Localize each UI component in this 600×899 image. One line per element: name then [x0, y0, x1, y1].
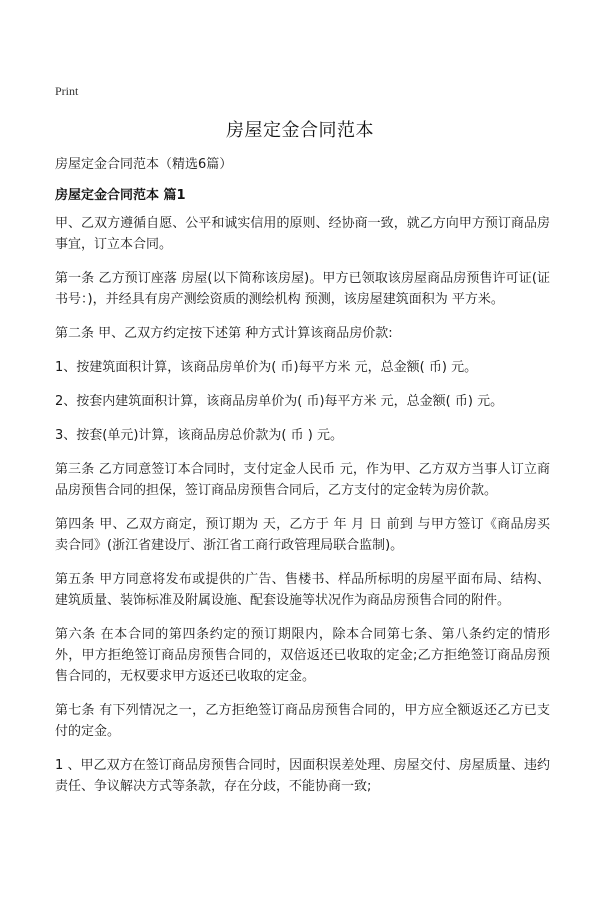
document-subtitle: 房屋定金合同范本（精选6篇） — [55, 157, 233, 172]
paragraph-article-6: 第六条 在本合同的第四条约定的预订期限内，除本合同第七条、第八条约定的情形外，甲方拒绝签订商品房预售合同的，双倍返还已收取的定金;乙方拒绝签订商品房预售合同的，无权要求甲方返还已收取的定金。 — [55, 627, 550, 684]
paragraph-article-5: 第五条 甲方同意将发布或提供的广告、售楼书、样品所标明的房屋平面布局、结构、建筑质量、装饰标准及附属设施、配套设施等状况作为商品房预售合同的附件。 — [55, 572, 550, 608]
print-link[interactable]: Print — [55, 84, 79, 98]
paragraph-article-7: 第七条 有下列情况之一，乙方拒绝签订商品房预售合同的，甲方应全额返还乙方已支付的定金。 — [55, 703, 550, 739]
paragraph-article-1: 第一条 乙方预订座落 房屋(以下简称该房屋)。甲方已领取该房屋商品房预售许可证(证书号：)，并经具有房产测绘资质的测绘机构 预测，该房屋建筑面积为 平方米。 — [55, 271, 550, 307]
document-title: 房屋定金合同范本 — [226, 120, 374, 141]
paragraph-article-3: 第三条 乙方同意签订本合同时，支付定金人民币 元，作为甲、乙方双方当事人订立商品房预售合同的担保，签订商品房预售合同后，乙方支付的定金转为房价款。 — [55, 462, 550, 498]
section-heading: 房屋定金合同范本 篇1 — [55, 188, 186, 203]
paragraph-article-2-item-1: 1、按建筑面积计算，该商品房单价为( 币)每平方米 元，总金额( 币) 元。 — [55, 360, 478, 375]
paragraph-article-7-item-1: 1 、甲乙双方在签订商品房预售合同时，因面积误差处理、房屋交付、房屋质量、违约责任、争议解决方式等条款，存在分歧，不能协商一致; — [55, 758, 550, 794]
paragraph-article-2-item-2: 2、按套内建筑面积计算，该商品房单价为( 币)每平方米 元，总金额( 币) 元。 — [55, 394, 504, 409]
paragraph-article-2-item-3: 3、按套(单元)计算，该商品房总价款为( 币 ) 元。 — [55, 428, 343, 443]
paragraph-article-4: 第四条 甲、乙双方商定，预订期为 天，乙方于 年 月 日 前到 与甲方签订《商品房买卖合同》(浙江省建设厅、浙江省工商行政管理局联合监制)。 — [55, 517, 550, 553]
paragraph-article-2: 第二条 甲、乙双方约定按下述第 种方式计算该商品房价款: — [55, 326, 393, 341]
document-body — [55, 213, 550, 810]
paragraph-intro: 甲、乙双方遵循自愿、公平和诚实信用的原则、经协商一致，就乙方向甲方预订商品房事宜，订立本合同。 — [55, 216, 550, 252]
